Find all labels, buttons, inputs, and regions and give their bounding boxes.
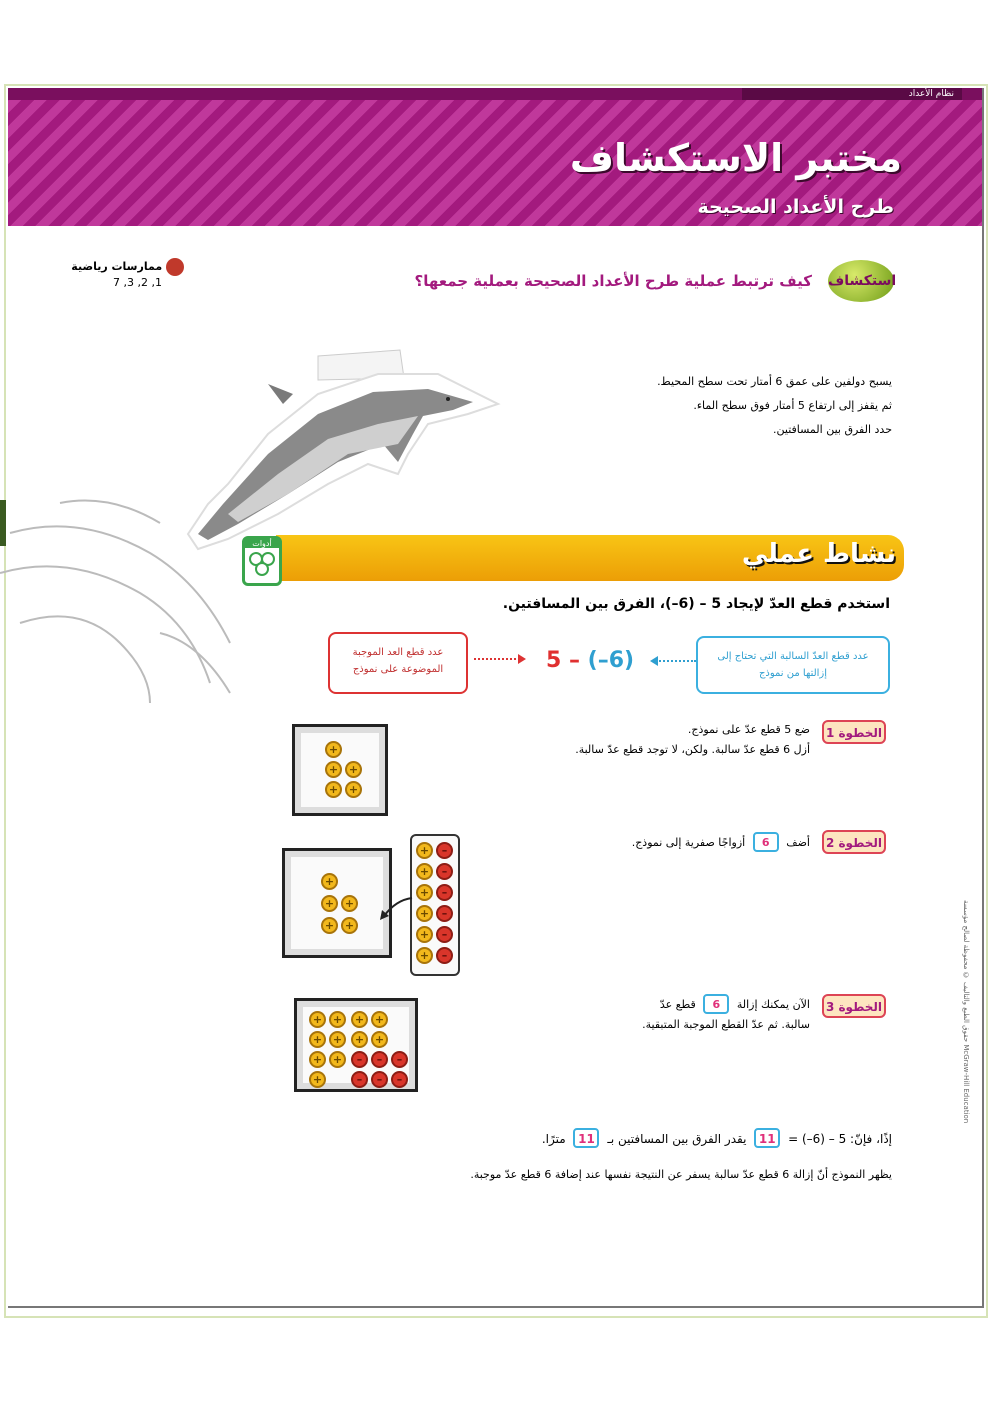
negative-counter: – (436, 842, 453, 859)
positive-counter: + (416, 842, 433, 859)
counter-mat-step-1 (292, 724, 388, 816)
positive-counter: + (325, 741, 342, 758)
model-note: يظهر النموذج أنّ إزالة 6 قطع عدّ سالبة يسفر عن النتيجة نفسها عند إضافة 6 قطع عدّ موجبة. (470, 1168, 892, 1181)
lesson-subtitle: طرح الأعداد الصحيحة (697, 196, 894, 218)
step-1-tag: الخطوة 1 (822, 720, 886, 744)
step-2-before: أضف (786, 836, 810, 849)
activity-title: نشاط عملي (741, 539, 896, 569)
copyright-sidebar: حقوق الطبع والتأليف © محفوظة لصالح مؤسسة McGraw-Hill Education (962, 900, 970, 1124)
step-2-text (632, 832, 810, 853)
activity-instruction: استخدم قطع العدّ لإيجاد 5 – (6–)، الفرق بين المسافتين. (502, 596, 890, 612)
step-3-text (642, 994, 810, 1035)
negative-counter: – (371, 1071, 388, 1088)
step-1-text (575, 720, 810, 760)
intro-line: حدد الفرق بين المسافتين. (773, 423, 892, 436)
negative-counter: – (436, 947, 453, 964)
chapter-tag: نظام الأعداد (742, 88, 962, 100)
negative-counter: – (351, 1051, 368, 1068)
positive-counter: + (321, 873, 338, 890)
positive-counter: + (329, 1011, 346, 1028)
positive-counter: + (345, 761, 362, 778)
answer-box-2: 11 (573, 1128, 599, 1148)
positive-counter: + (416, 947, 433, 964)
step-3-value-box: 6 (703, 994, 729, 1014)
positive-counter: + (416, 884, 433, 901)
positive-counter: + (351, 1011, 368, 1028)
math-practices (68, 258, 186, 289)
positive-counter: + (309, 1031, 326, 1048)
practice-icon (166, 258, 184, 276)
positive-counter: + (341, 917, 358, 934)
step-2-value-box: 6 (753, 832, 779, 852)
positive-counter: + (309, 1051, 326, 1068)
negative-counter: – (436, 884, 453, 901)
practice-numbers: 1, 2, 3, 7 (113, 276, 162, 289)
negative-counter: – (391, 1071, 408, 1088)
activity-banner (276, 535, 904, 581)
counter-mat-step-3 (294, 998, 418, 1092)
explore-badge: استكشاف (828, 260, 894, 302)
step-3-line: سالبة. ثم عدّ القطع الموجبة المتبقية. (642, 1018, 810, 1031)
expr-subtrahend: (–6) (587, 648, 635, 673)
step-3-tag: الخطوة 3 (822, 994, 886, 1018)
negative-counter: – (351, 1071, 368, 1088)
arrow-to-left-box (474, 658, 520, 660)
conclusion-before: إذًا، فإنّ: 5 – (6–) = (788, 1132, 892, 1146)
conclusion-after: مترًا. (541, 1132, 566, 1146)
expr-operator: – (568, 648, 580, 673)
lesson-title: مختبر الاستكشاف (569, 136, 902, 180)
positive-counter: + (371, 1031, 388, 1048)
subtraction-expression (546, 648, 634, 673)
explore-question: كيف ترتبط عملية طرح الأعداد الصحيحة بعملية جمعها؟ (414, 272, 812, 290)
positive-counter: + (329, 1051, 346, 1068)
intro-text (562, 370, 892, 442)
zero-pairs-tray (410, 834, 460, 976)
negative-counter: – (436, 926, 453, 943)
practice-label: ممارسات رياضية (71, 260, 163, 273)
positive-counters-label: عدد قطع العد الموجبة الموضوعة على نموذج (328, 632, 468, 694)
positive-counter: + (309, 1071, 326, 1088)
counters-icon (245, 548, 279, 578)
negative-counter: – (436, 863, 453, 880)
positive-counter: + (325, 781, 342, 798)
positive-counter: + (321, 917, 338, 934)
tools-icon (242, 536, 282, 586)
negative-counters-label: عدد قطع العدّ السالبة التي تحتاج إلى إزالتها من نموذج (696, 636, 890, 694)
textbook-page (8, 88, 984, 1308)
water-splash-illustration (0, 493, 300, 713)
expr-minuend: 5 (546, 648, 562, 673)
positive-counter: + (351, 1031, 368, 1048)
intro-line: يسبح دولفين على عمق 6 أمتار تحت سطح المحيط. (657, 375, 892, 388)
positive-counter: + (341, 895, 358, 912)
arrow-to-right-box (656, 660, 696, 662)
positive-counter: + (321, 895, 338, 912)
tools-label: أدوات (245, 539, 279, 548)
positive-counter: + (325, 761, 342, 778)
step-3-line (642, 994, 810, 1015)
negative-counter: – (436, 905, 453, 922)
move-arrow-icon (376, 894, 416, 924)
positive-counter: + (309, 1011, 326, 1028)
positive-counter: + (329, 1031, 346, 1048)
conclusion-middle: يقدر الفرق بين المسافتين بـ (607, 1132, 747, 1146)
positive-counter: + (371, 1011, 388, 1028)
intro-line: ثم يقفز إلى ارتفاع 5 أمتار فوق سطح الماء. (693, 399, 892, 412)
positive-counter: + (416, 926, 433, 943)
step-2-tag: الخطوة 2 (822, 830, 886, 854)
answer-box-1: 11 (754, 1128, 780, 1148)
step-1-line: أزل 6 قطع عدّ سالبة. ولكن، لا توجد قطع عدّ سالبة. (575, 743, 810, 756)
step-1-line: ضع 5 قطع عدّ على نموذج. (687, 723, 810, 736)
step-2-after: أزواجًا صفرية إلى نموذج. (631, 836, 746, 849)
positive-counter: + (416, 863, 433, 880)
lesson-header (8, 88, 982, 226)
step-3-after: قطع عدّ (659, 998, 696, 1011)
negative-counter: – (391, 1051, 408, 1068)
positive-counter: + (345, 781, 362, 798)
positive-counter: + (416, 905, 433, 922)
negative-counter: – (371, 1051, 388, 1068)
step-3-before: الآن يمكنك إزالة (736, 998, 810, 1011)
conclusion (542, 1128, 892, 1148)
